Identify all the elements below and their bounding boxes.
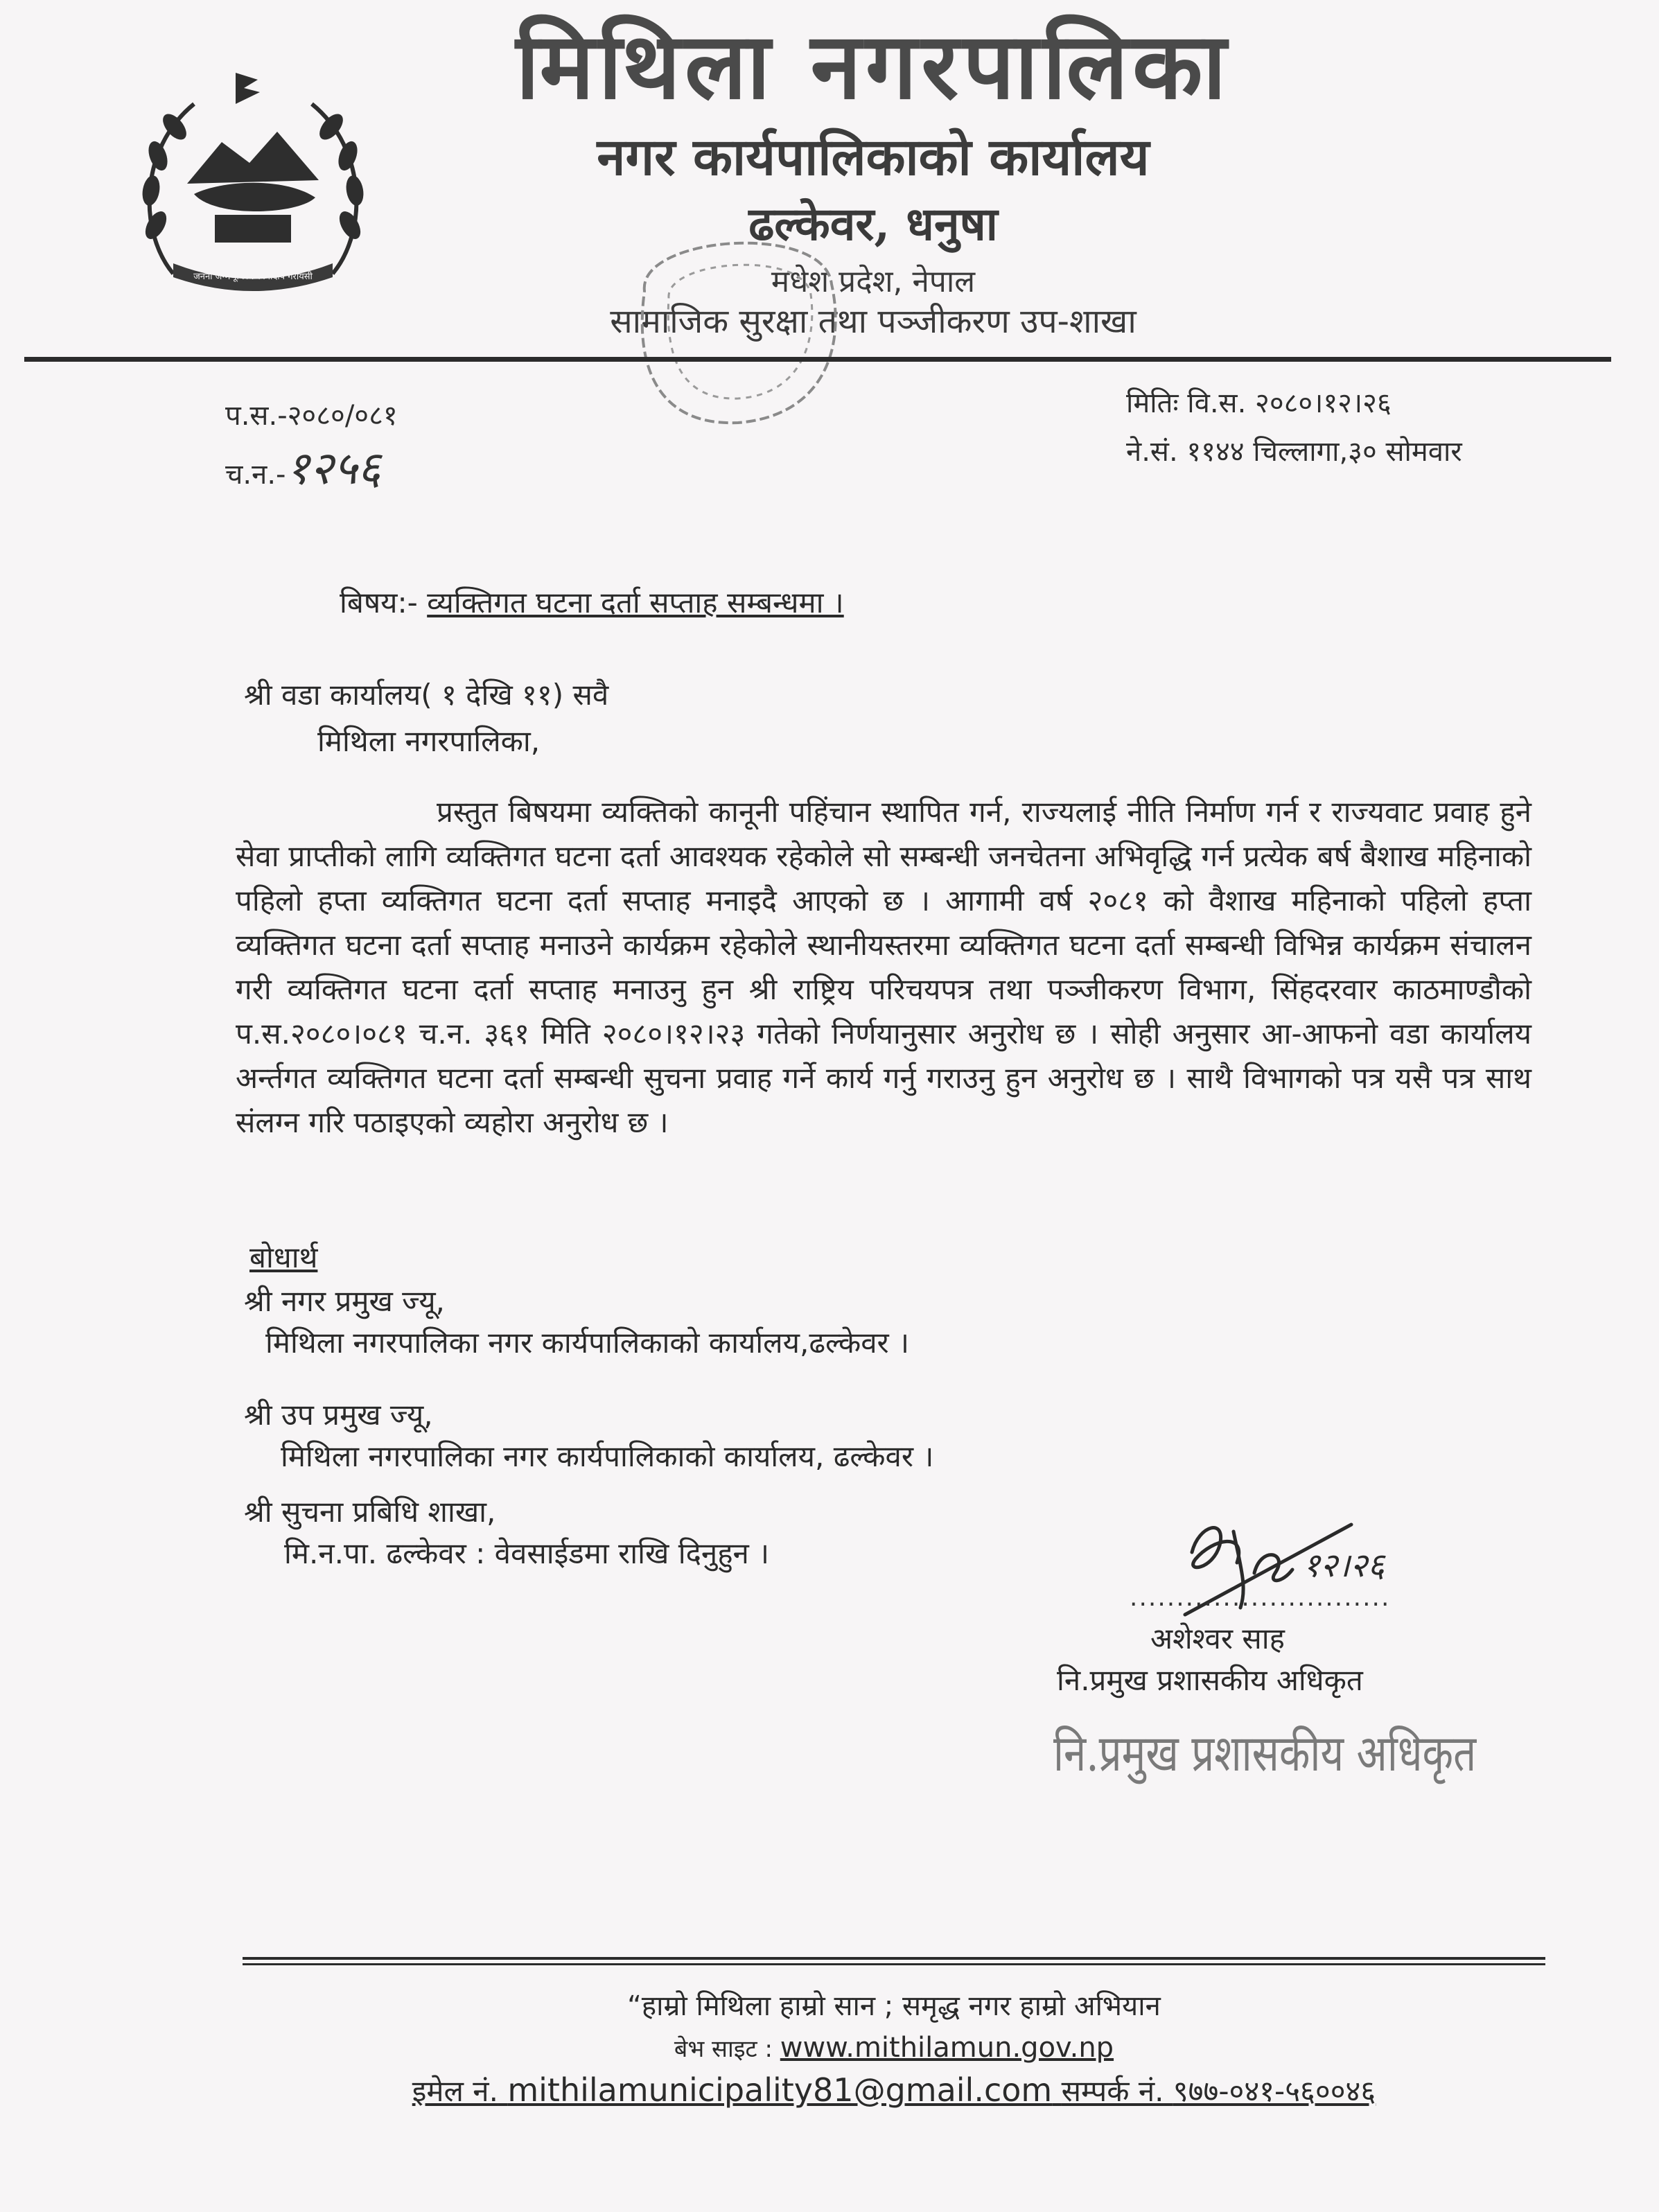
signer-name: अशेश्वर साह [1150, 1622, 1285, 1656]
letter-body: प्रस्तुत बिषयमा व्यक्तिको कानूनी पहिंचान स्थापित गर्न, राज्यलाई नीति निर्माण गर्न र राज्यवाट प्रवाह हुने सेवा प्राप्तीको लागि व्यक्तिगत घटना दर्ता आवश्यक रहेकोले सो सम्बन्धी जनचेतना अभिवृद्धि गर्न प्रत्येक बर्ष बैशाख महिनाको पहिलो हप्ता व्यक्तिगत घटना दर्ता सप्ताह मनाइदै आएको छ । आगामी वर्ष २०८१ को वैशाख महिनाको पहिलो हप्ता व्यक्तिगत घटना दर्ता सप्ताह मनाउने कार्यक्रम रहेकोले स्थानीयस्तरमा व्यक्तिगत घटना दर्ता सम्बन्धी विभिन्न कार्यक्रम संचालन गरी व्यक्तिगत घटना दर्ता सप्ताह मनाउनु हुन श्री राष्ट्रिय परिचयपत्र तथा पञ्जीकरण विभाग, सिंहदरवार काठमाण्डौको प.स.२०८०।०८१ च.न. ३६१ मिति २०८०।१२।२३ गतेको निर्णयानुसार अनुरोध छ । सोही अनुसार आ-आफनो वडा कार्यालय अर्न्तगत व्यक्तिगत घटना दर्ता सम्बन्धी सुचना प्रवाह गर्ने कार्य गर्नु गराउनु हुन अनुरोध छ । साथै विभागको पत्र यसै पत्र साथ संलग्न गरि पठाइएको व्यहोरा अनुरोध छ । [236, 795, 1531, 1139]
footer-divider-bottom [243, 1963, 1545, 1965]
cn-label: च.न.- [225, 459, 286, 491]
nepal-emblem-icon [132, 66, 374, 301]
cc-entry-1-detail: मिथिला नगरपालिका नगर कार्यपालिकाको कार्यालय,ढल्केवर । [265, 1326, 910, 1360]
province-line: मधेश प्रदेश, नेपाल [771, 264, 976, 299]
email-address[interactable]: mithilamunicipality81@gmail.com [507, 2071, 1053, 2109]
subject-label: बिषय:- [340, 586, 418, 620]
cc-entry-1-name: श्री नगर प्रमुख ज्यू, [244, 1284, 445, 1318]
email-label: इमेल नं. [412, 2074, 498, 2108]
cn-handwritten-value: १२५६ [286, 441, 381, 495]
phone-label: सम्पर्क नं. [1061, 2074, 1164, 2108]
emblem-motto: जननी जन्मभूमिश्च स्वर्गादपि गरीयसी [193, 272, 313, 282]
signature-dotted-line: ............................ [1130, 1583, 1391, 1612]
footer-contact [243, 2071, 1545, 2110]
cc-entry-2-detail: मिथिला नगरपालिका नगर कार्यपालिकाको कार्यालय, ढल्केवर । [281, 1439, 934, 1473]
website-label: बेभ साइट : [674, 2035, 773, 2063]
designation-stamp: नि.प्रमुख प्रशासकीय अधिकृत [1053, 1723, 1477, 1783]
cc-entry-2-name: श्री उप प्रमुख ज्यू, [244, 1398, 433, 1432]
office-location: ढल्केवर, धनुषा [748, 197, 998, 251]
addressee-line-2: मिथिला नगरपालिका, [317, 724, 541, 758]
section-name: सामाजिक सुरक्षा तथा पञ्जीकरण उप-शाखा [610, 302, 1136, 341]
letter-cn-number [225, 435, 381, 498]
signature-date: १२।२६ [1303, 1546, 1385, 1585]
header-divider [24, 357, 1611, 362]
office-subtitle: नगर कार्यपालिकाको कार्यालय [597, 128, 1150, 187]
subject-line [340, 582, 844, 622]
footer-slogan: “हाम्रो मिथिला हाम्रो सान ; समृद्ध नगर हाम्रो अभियान [627, 1990, 1161, 2022]
footer-divider-top [243, 1957, 1545, 1960]
addressee-line-1: श्री वडा कार्यालय( १ देखि ११) सवै [244, 678, 609, 712]
letter-ps-number: प.स.-२०८०/०८१ [225, 400, 398, 432]
subject-text: व्यक्तिगत घटना दर्ता सप्ताह सम्बन्धमा । [427, 586, 844, 620]
phone-number: ९७७-०४१-५६००४६ [1173, 2074, 1376, 2108]
footer-website [243, 2032, 1545, 2064]
cc-heading: बोधार्थ [249, 1240, 318, 1274]
office-seal-icon [617, 208, 852, 437]
cc-entry-3-detail: मि.न.पा. ढल्केवर : वेवसाईडमा राखि दिनुहुन । [284, 1536, 770, 1570]
cc-entry-3-name: श्री सुचना प्रबिधि शाखा, [244, 1495, 496, 1529]
signer-designation: नि.प्रमुख प्रशासकीय अधिकृत [1057, 1663, 1363, 1697]
website-link[interactable]: www.mithilamun.gov.np [780, 2032, 1114, 2064]
date-nepal-sambat: ने.सं. ११४४ चिल्लागा,३० सोमवार [1126, 436, 1462, 468]
municipality-title: मिथिला नगरपालिका [516, 12, 1231, 120]
date-bikram-sambat: मितिः वि.स. २०८०।१२।२६ [1126, 387, 1392, 419]
